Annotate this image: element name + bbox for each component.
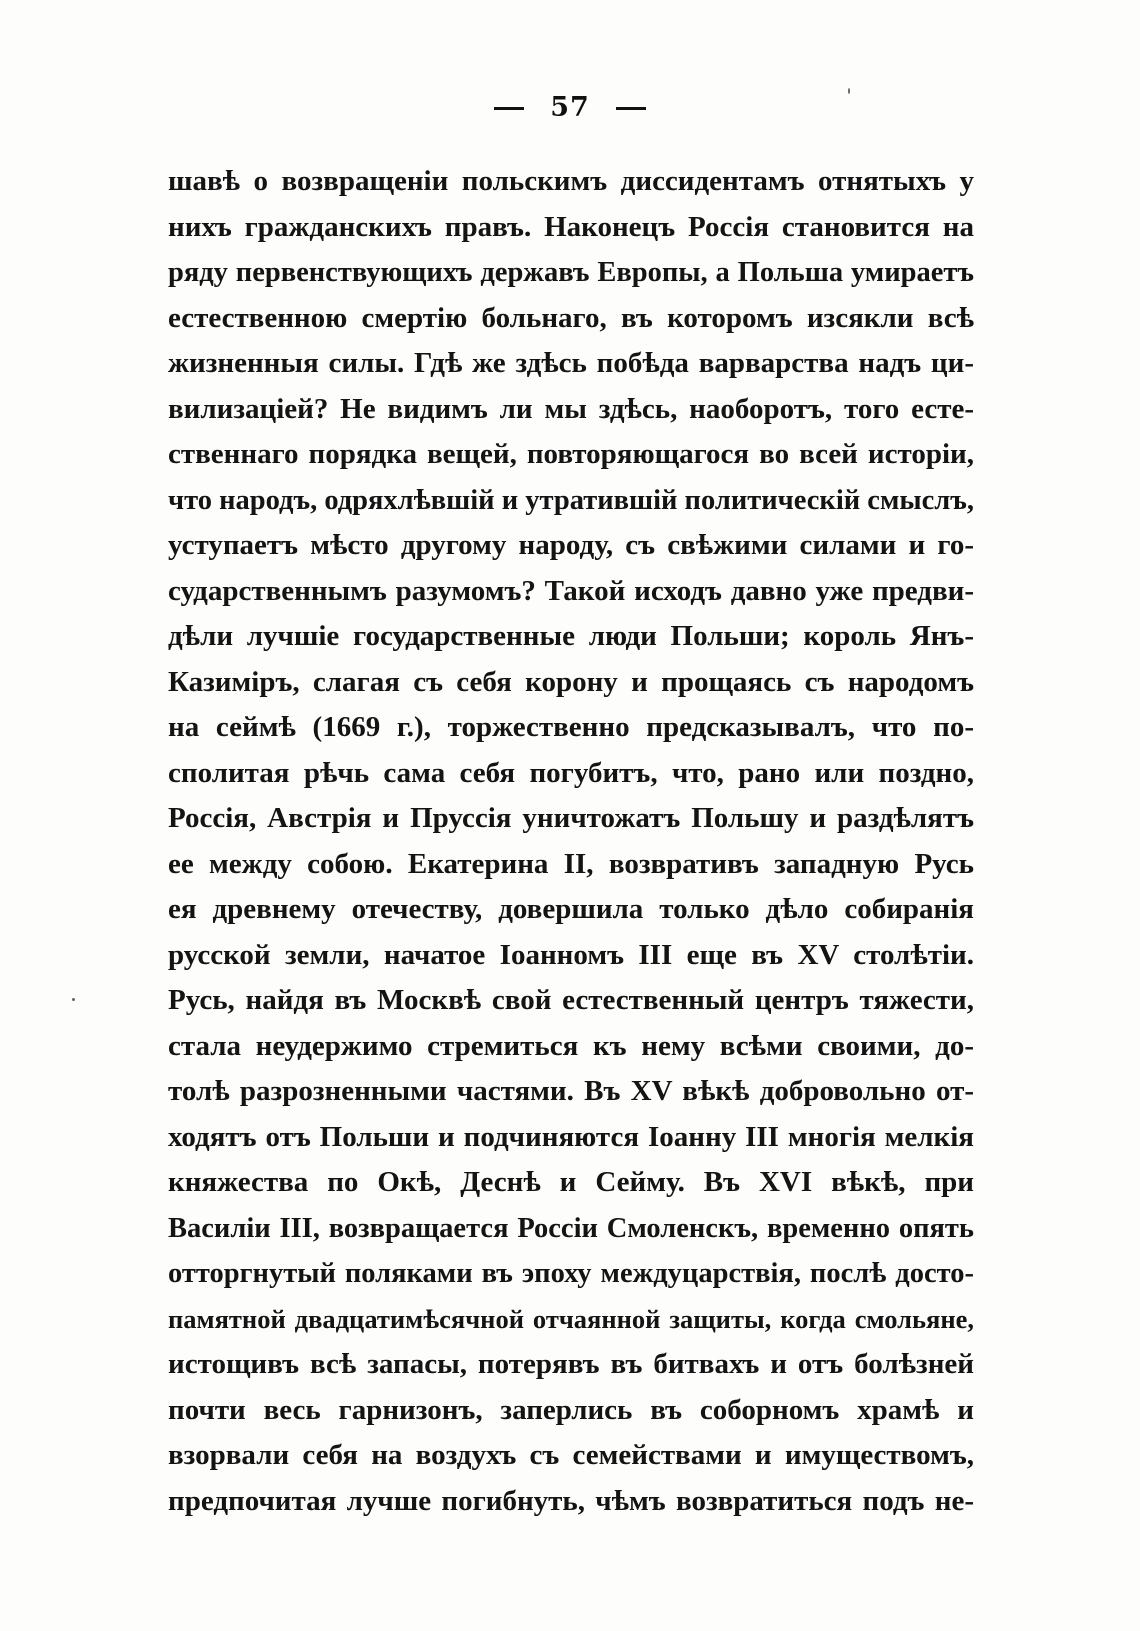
text-line: ряду первенствующихъ державъ Европы, а Польша умираетъ [168, 257, 974, 288]
text-line: ее между собою. Екатерина II, возвративъ западную Русь [168, 847, 974, 880]
text-line: Русь, найдя въ Москвѣ свой естественный центръ тяжести, [168, 984, 974, 1016]
scan-speck [72, 998, 75, 1001]
text-line: что народъ, одряхлѣвшій и утратившій политическій смыслъ, [168, 484, 974, 516]
text-line: предпочитая лучше погибнуть, чѣмъ возвратиться подъ не- [168, 1484, 974, 1517]
scan-speck [848, 88, 850, 94]
text-line: на сеймѣ (1669 г.), торжественно предсказывалъ, что по- [168, 711, 974, 743]
text-line: уступаетъ мѣсто другому народу, съ свѣжими силами и го- [168, 529, 974, 561]
text-line: Казиміръ, слагая съ себя корону и прощаясь съ народомъ [168, 665, 974, 698]
text-line: вилизаціей? Не видимъ ли мы здѣсь, наоборотъ, того есте- [168, 392, 974, 425]
page-number: 57 [550, 92, 590, 123]
text-line: нихъ гражданскихъ правъ. Наконецъ Россія становится на [168, 210, 974, 243]
text-line: почти весь гарнизонъ, заперлись въ соборномъ храмѣ и [168, 1393, 974, 1426]
text-line: Россія, Австрія и Пруссія уничтожатъ Польшу и раздѣлятъ [168, 802, 974, 834]
text-line: шавѣ о возвращеніи польскимъ диссидентамъ отнятыхъ у [168, 165, 974, 197]
text-line: памятной двадцатимѣсячной отчаянной защиты, когда смольяне, [168, 1303, 974, 1334]
text-line: сполитая рѣчь сама себя погубитъ, что, рано или поздно, [168, 756, 974, 789]
text-line: русской земли, начатое Іоанномъ III еще въ XV столѣтіи. [168, 938, 974, 971]
text-line: ственнаго порядка вещей, повторяющагося во всей исторіи, [168, 438, 974, 470]
text-line: взорвали себя на воздухъ съ семействами и имуществомъ, [168, 1439, 974, 1471]
text-line: толѣ разрозненными частями. Въ XV вѣкѣ добровольно от- [168, 1075, 974, 1107]
page-number-header [0, 92, 1140, 123]
text-line: сударственнымъ разумомъ? Такой исходъ давно уже предви- [168, 574, 974, 607]
text-line: княжества по Окѣ, Деснѣ и Сейму. Въ XVI вѣкѣ, при [168, 1166, 974, 1198]
text-line: ходятъ отъ Польши и подчиняются Іоанну III многія мелкія [168, 1120, 974, 1153]
text-line: Василіи III, возвращается Россіи Смоленскъ, временно опять [168, 1212, 974, 1244]
text-line: естественною смертію больнаго, въ которомъ изсякли всѣ [168, 301, 974, 334]
text-line: дѣли лучшіе государственные люди Польши; король Янъ- [168, 620, 974, 652]
text-line: жизненныя силы. Гдѣ же здѣсь побѣда варварства надъ ци- [168, 347, 974, 379]
left-dash [494, 107, 524, 110]
body-text [168, 159, 974, 1524]
right-dash [616, 107, 646, 110]
text-line: ея древнему отечеству, довершила только дѣло собиранія [168, 893, 974, 925]
text-line: стала неудержимо стремиться къ нему всѣми своими, до- [168, 1029, 974, 1062]
text-line: отторгнутый поляками въ эпоху междуцарствія, послѣ досто- [168, 1258, 974, 1289]
text-line: истощивъ всѣ запасы, потерявъ въ битвахъ и отъ болѣзней [168, 1348, 974, 1380]
